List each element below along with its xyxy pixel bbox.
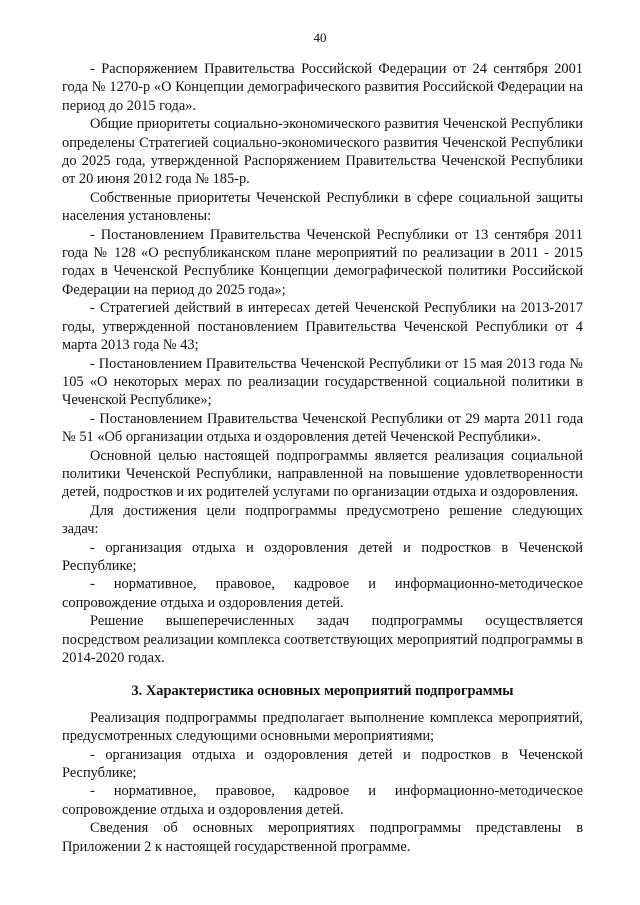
paragraph: Собственные приоритеты Чеченской Республики в сфере социальной защиты населения установлены: — [62, 189, 583, 225]
paragraph: - нормативное, правовое, кадровое и информационно-методическое сопровождение отдыха и оздоровления детей. — [62, 576, 583, 611]
paragraph: - нормативное, правовое, кадровое и информационно-методическое сопровождение отдыха и оздоровления детей. — [62, 783, 583, 818]
paragraph: Для достижения цели подпрограммы предусмотрено решение следующих задач: — [62, 502, 583, 538]
document-body — [62, 60, 583, 856]
paragraph: Сведения об основных мероприятиях подпрограммы представлены в Приложении 2 к настоящей государственной программе. — [62, 820, 583, 855]
page-number: 40 — [313, 30, 327, 45]
paragraph: - организация отдыха и оздоровления детей и подростков в Чеченской Республике; — [62, 746, 583, 782]
paragraph: - Постановлением Правительства Чеченской Республики от 13 сентября 2011 года № 128 «О республиканском плане мероприятий по реализации в 2011 - 2015 годах в Чеченской Республике Концепции демографической политики Российской Федерации на период до 2025 года»; — [62, 226, 583, 298]
paragraph: - Стратегией действий в интересах детей Чеченской Республики на 2013-2017 годы, утвержденной постановлением Правительства Чеченской Республики от 4 марта 2013 года № 43; — [62, 300, 583, 354]
paragraph: Основной целью настоящей подпрограммы является реализация социальной политики Чеченской Республики, направленной на повышение удовлетворенности детей, подростков и их родителей услугами по организации отдыха и оздоровления. — [62, 447, 583, 501]
paragraph: - Распоряжением Правительства Российской Федерации от 24 сентября 2001 года № 1270-р «О Концепции демографического развития Российской Федерации на период до 2015 года». — [62, 61, 583, 114]
paragraph: Реализация подпрограммы предполагает выполнение комплекса мероприятий, предусмотренных следующими основными мероприятиями; — [62, 709, 583, 745]
section-heading: 3. Характеристика основных мероприятий подпрограммы — [131, 683, 514, 700]
paragraph: - организация отдыха и оздоровления детей и подростков в Чеченской Республике; — [62, 539, 583, 574]
paragraph: Решение вышеперечисленных задач подпрограммы осуществляется посредством реализации комплекса соответствующих мероприятий подпрограммы в 2014-2020 годах. — [62, 613, 584, 666]
paragraph: - Постановлением Правительства Чеченской Республики от 29 марта 2011 года № 51 «Об организации отдыха и оздоровления детей Чеченской Республики». — [62, 410, 583, 446]
paragraph: - Постановлением Правительства Чеченской Республики от 15 мая 2013 года № 105 «О некоторых мерах по реализации государственной социальной политики в Чеченской Республике»; — [62, 355, 583, 409]
paragraph: Общие приоритеты социально-экономического развития Чеченской Республики определены Стратегией социально-экономического развития Чеченской Республики до 2025 года, утвержденной Распоряжением Правительства Чеченской Республики от 20 июня 2012 года № 185-р. — [62, 116, 583, 188]
